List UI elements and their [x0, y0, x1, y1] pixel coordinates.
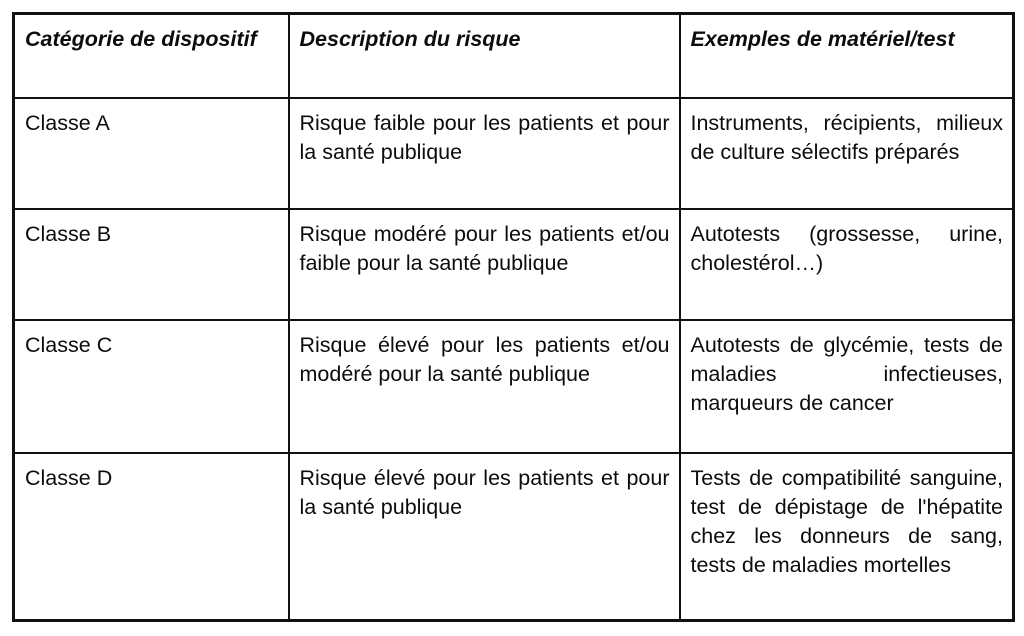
table-row-classe-d: [14, 453, 1014, 621]
header-cell-examples: Exemples de matériel/test: [680, 14, 1014, 98]
header-cell-description: Description du risque: [289, 14, 680, 98]
cell-examples: Autotests de glycémie, tests de maladies infectieuses, marqueurs de cancer: [680, 320, 1014, 453]
cell-category: Classe C: [14, 320, 289, 453]
cell-examples: Instruments, récipients, milieux de culture sélectifs préparés: [680, 98, 1014, 209]
cell-description: Risque élevé pour les patients et/ou modéré pour la santé publique: [289, 320, 680, 453]
table-header-row: [14, 14, 1014, 98]
cell-description: Risque élevé pour les patients et pour la santé publique: [289, 453, 680, 621]
table-row-classe-a: [14, 98, 1014, 209]
header-cell-category: Catégorie de dispositif: [14, 14, 289, 98]
cell-description: Risque faible pour les patients et pour la santé publique: [289, 98, 680, 209]
cell-examples: Tests de compatibilité sanguine, test de dépistage de l'hépatite chez les donneurs de sang, tests de maladies mortelles: [680, 453, 1014, 621]
cell-examples: Autotests (grossesse, urine, cholestérol…): [680, 209, 1014, 320]
cell-description: Risque modéré pour les patients et/ou faible pour la santé publique: [289, 209, 680, 320]
table-row-classe-b: [14, 209, 1014, 320]
table-row-classe-c: [14, 320, 1014, 453]
device-risk-classification-table: [12, 12, 1015, 622]
cell-category: Classe A: [14, 98, 289, 209]
cell-category: Classe B: [14, 209, 289, 320]
cell-category: Classe D: [14, 453, 289, 621]
